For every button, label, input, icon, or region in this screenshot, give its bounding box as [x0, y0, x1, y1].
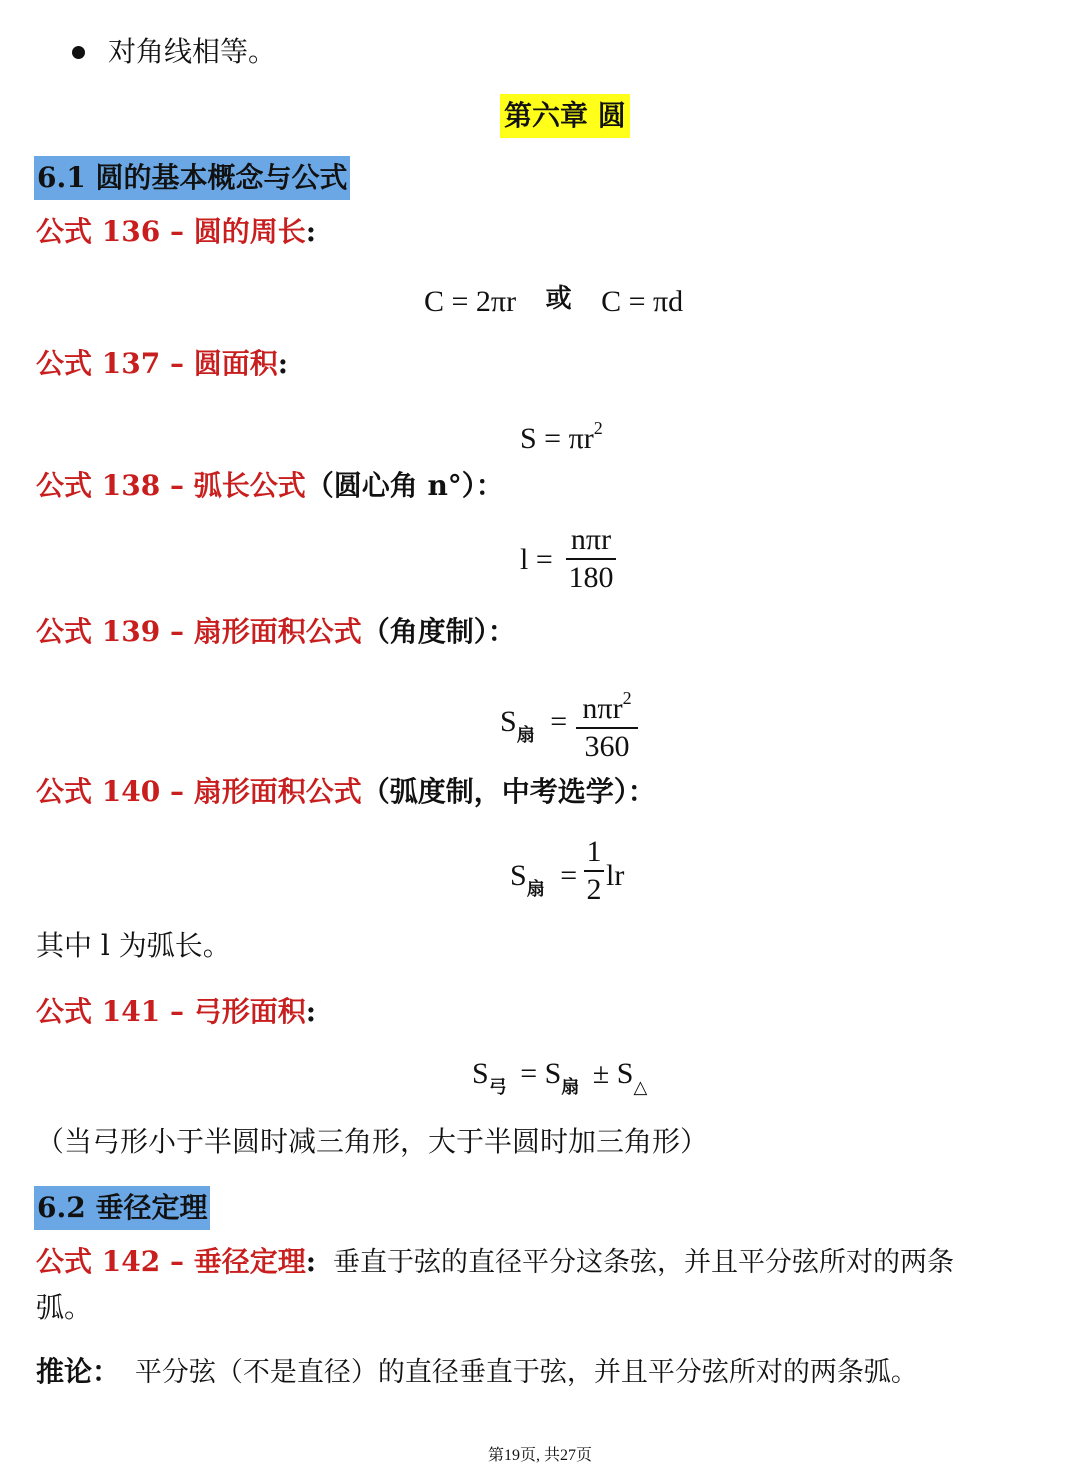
formula-140-s: S — [510, 859, 527, 892]
formula-141-s1: S — [472, 1057, 489, 1090]
formula-140-lhs — [510, 858, 577, 908]
formula-141-equation — [472, 1056, 647, 1106]
corollary-text: 平分弦（不是直径）的直径垂直于弦，并且平分弦所对的两条弧。 — [134, 1357, 918, 1388]
formula-139-num-sup: 2 — [622, 688, 632, 708]
formula-138-lhs: l = — [520, 543, 553, 576]
formula-139-denominator: 360 — [584, 730, 630, 763]
corollary — [36, 1354, 918, 1391]
formula-142-text-line2: 弧。 — [36, 1291, 93, 1324]
formula-140-heading — [36, 774, 656, 810]
formula-141-s1-sub: 弓 — [488, 1077, 507, 1098]
formula-137-eq-sup: 2 — [593, 418, 603, 438]
note-arc-length: 其中 l 为弧长。 — [36, 929, 231, 962]
formula-142-heading — [36, 1244, 954, 1281]
formula-139-heading — [36, 614, 516, 650]
formula-139-fraction — [576, 680, 638, 765]
formula-141-s2-sub: 扇 — [561, 1077, 580, 1098]
formula-140-after: lr — [606, 859, 625, 892]
formula-136-or: 或 — [545, 284, 572, 314]
formula-136-eq-b: C = πd — [601, 285, 684, 318]
formula-141-label: 公式 141 – 弓形面积 — [36, 995, 306, 1028]
formula-140-sub: 扇 — [526, 879, 545, 900]
formula-138-denominator: 180 — [568, 561, 614, 594]
formula-136-colon: : — [305, 215, 317, 248]
bullet-text: 对角线相等。 — [108, 35, 277, 68]
formula-140-eq: = — [560, 859, 578, 892]
formula-139-s: S — [500, 705, 517, 738]
formula-137-equation — [520, 410, 603, 457]
page-footer: 第19页, 共27页 — [487, 1447, 592, 1464]
formula-142-label: 公式 142 – 垂径定理 — [36, 1245, 306, 1278]
formula-142-text-line1: 垂直于弦的直径平分这条弦，并且平分弦所对的两条 — [332, 1247, 954, 1278]
formula-137-label: 公式 137 – 圆面积 — [36, 347, 278, 380]
formula-139-label: 公式 139 – 扇形面积公式 — [36, 615, 362, 648]
formula-137-heading — [36, 346, 288, 382]
formula-137-eq-base: S = πr — [520, 422, 594, 455]
formula-140-denominator: 2 — [586, 873, 602, 906]
formula-139-lhs — [500, 704, 567, 754]
formula-139-tail: （角度制）： — [361, 615, 516, 648]
formula-136-eq-a: C = 2πr — [424, 285, 517, 318]
formula-141-heading — [36, 994, 316, 1030]
formula-141-colon: : — [305, 995, 317, 1028]
formula-142-colon: : — [305, 1245, 317, 1278]
formula-136-label: 公式 136 – 圆的周长 — [36, 215, 306, 248]
formula-138-numerator: nπr — [570, 523, 612, 556]
formula-140-fraction — [584, 834, 604, 908]
chapter-title: 第六章 圆 — [500, 94, 630, 138]
formula-139-num-base: nπr — [582, 692, 623, 725]
section-heading-6-2: 6.2 垂径定理 — [34, 1186, 210, 1230]
formula-139-numerator — [576, 680, 638, 727]
note-segment: （当弓形小于半圆时减三角形，大于半圆时加三角形） — [36, 1125, 709, 1158]
formula-139-eq: = — [550, 705, 568, 738]
section-heading-6-1: 6.1 圆的基本概念与公式 — [34, 156, 350, 200]
formula-138-label: 公式 138 – 弧长公式 — [36, 469, 306, 502]
formula-138-heading — [36, 468, 504, 504]
formula-136-heading — [36, 214, 316, 250]
formula-141-s3-sub: △ — [633, 1077, 648, 1098]
formula-136-equation — [424, 284, 683, 321]
corollary-label: 推论： — [36, 1355, 121, 1388]
bullet-icon — [72, 46, 85, 59]
formula-137-colon: : — [277, 347, 289, 380]
formula-138-tail: （圆心角 n°）： — [305, 469, 504, 502]
formula-140-tail: （弧度制，中考选学）： — [361, 775, 656, 808]
formula-139-sub: 扇 — [516, 725, 535, 746]
formula-140-label: 公式 140 – 扇形面积公式 — [36, 775, 362, 808]
formula-141-pm: ± S — [592, 1057, 634, 1090]
formula-138-fraction — [566, 522, 616, 596]
formula-141-eq: = S — [520, 1057, 562, 1090]
formula-140-numerator: 1 — [586, 835, 602, 868]
